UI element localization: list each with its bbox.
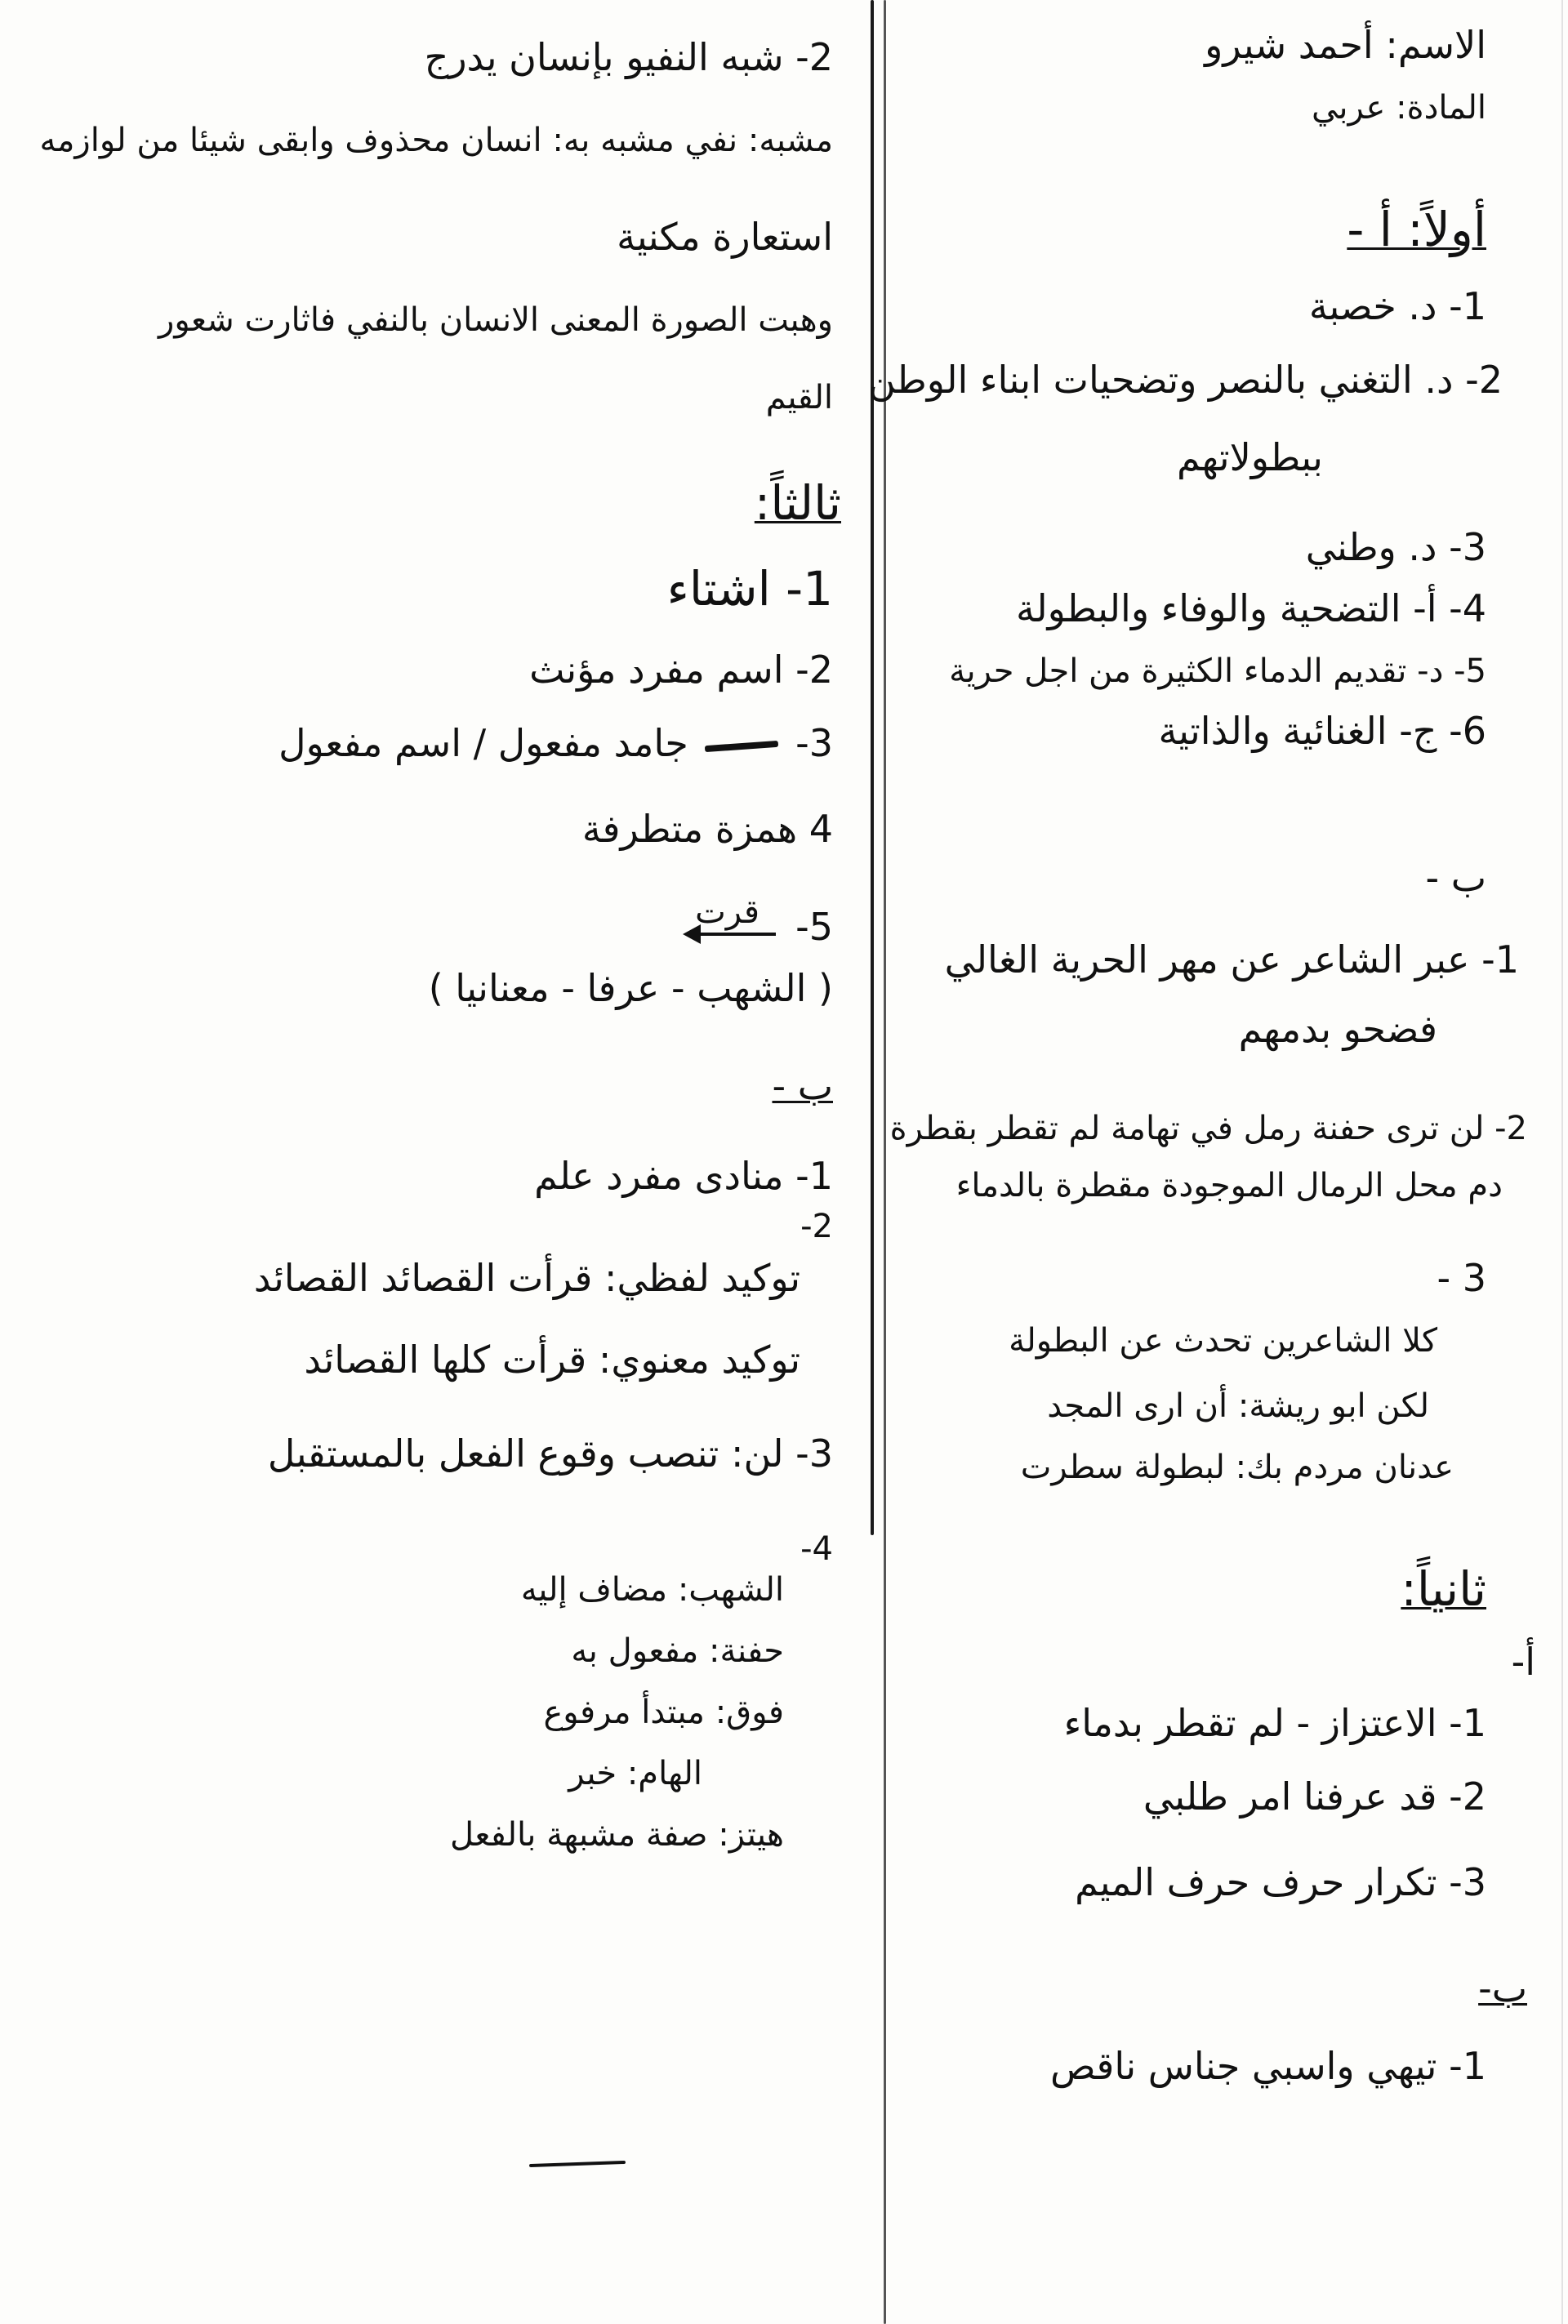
section-three-part-b-answer-2-number: 2- xyxy=(800,1208,833,1245)
section-one-heading: أولاً: أ - xyxy=(1347,202,1486,257)
section-two-answer-2: 2- قد عرفنا امر طلبي xyxy=(1143,1774,1486,1819)
answer-6: 6- ج- الغنائية والذاتية xyxy=(1158,709,1486,753)
section-two-answer-1: 1- الاعتزاز - لم تقطر بدماء xyxy=(1063,1701,1486,1745)
answer-5: 5- د- تقديم الدماء الكثيرة من اجل حرية xyxy=(949,652,1486,690)
section-three-answer-4: 4 همزة متطرفة xyxy=(581,807,833,851)
left-simile-parts: مشبه: نفي مشبه به: انسان محذوف وابقى شيئا من لوازمه xyxy=(39,122,833,159)
section-two-heading: ثانياً: xyxy=(1401,1561,1486,1617)
parsing-line-3: فوق: مبتدأ مرفوع xyxy=(543,1694,784,1731)
parsing-line-4: الهام: خبر xyxy=(568,1755,702,1792)
section-two-answer-3: 3- تكرار حرف حرف الميم xyxy=(1075,1860,1486,1904)
left-metaphor-type: استعارة مكنية xyxy=(617,215,833,259)
part-b-answer-3-line-2: لكن ابو ريشة: أن ارى المجد xyxy=(1047,1387,1429,1425)
section-three-answer-5-number: 5- xyxy=(795,905,833,949)
section-two-part-a-label: أ- xyxy=(1511,1640,1535,1684)
part-b-answer-1: 1- عبر الشاعر عن مهر الحرية الغالي xyxy=(944,937,1519,982)
semantic-emphasis-answer: توكيد معنوي: قرأت كلها القصائد xyxy=(304,1338,800,1382)
part-b-answer-3-line-1: كلا الشاعرين تحدث عن البطولة xyxy=(1009,1322,1437,1360)
answer-2: 2- د. التغني بالنصر وتضحيات ابناء الوطن xyxy=(868,358,1503,402)
page-edge-line xyxy=(1561,0,1563,2324)
parsing-line-1: الشهب: مضاف إليه xyxy=(520,1571,784,1609)
parsing-line-2: حفنة: مفعول به xyxy=(571,1632,784,1670)
section-two-part-b-label: ب- xyxy=(1478,1966,1527,2010)
column-divider-thick xyxy=(871,0,874,1535)
left-image-explanation-continued: القيم xyxy=(765,379,833,416)
part-b-answer-2: 2- لن ترى حفنة رمل في تهامة لم تقطر بقطرة xyxy=(889,1110,1527,1147)
answer-4: 4- أ- التضحية والوفاء والبطولة xyxy=(1015,586,1486,630)
part-b-label: ب - xyxy=(1425,856,1486,900)
section-three-part-b-answer-1: 1- منادى مفرد علم xyxy=(534,1154,833,1198)
end-of-answers-dash xyxy=(529,2161,626,2167)
section-three-answer-5-word: قرت xyxy=(695,893,760,931)
subject-label: المادة: عربي xyxy=(1312,89,1486,127)
left-answer-2: 2- شبه النفيو بإنسان يدرج xyxy=(424,35,833,79)
crossed-out-word xyxy=(705,740,778,751)
left-image-explanation: وهبت الصورة المعنى الانسان بالنفي فاثارت شعور xyxy=(158,301,833,339)
arrow-left-icon xyxy=(686,933,776,936)
section-three-answer-3-number: 3- xyxy=(795,721,833,765)
section-three-answer-3 xyxy=(278,723,833,764)
answer-1: 1- د. خصبة xyxy=(1308,284,1486,328)
answer-3: 3- د. وطني xyxy=(1305,525,1486,569)
section-three-answer-1: 1- اشتاء xyxy=(666,561,833,617)
part-b-answer-1-continued: فضحو بدمهم xyxy=(1238,1007,1437,1051)
student-name: الاسم: أحمد شيرو xyxy=(1205,23,1486,67)
section-three-heading: ثالثاً: xyxy=(754,475,841,531)
column-divider xyxy=(884,0,886,2324)
section-three-answer-5-list: ( الشهب - عرفا - معنانيا ) xyxy=(428,966,833,1010)
section-three-answer-3-text: جامد مفعول / اسم مفعول xyxy=(278,721,688,765)
section-three-part-b-answer-4-number: 4- xyxy=(800,1530,833,1568)
right-column xyxy=(868,0,1552,2324)
section-three-answer-2: 2- اسم مفرد مؤنث xyxy=(529,648,833,692)
section-two-part-b-answer-1: 1- تيهي واسبي جناس ناقص xyxy=(1049,2044,1486,2088)
part-b-answer-3-label: 3 - xyxy=(1437,1256,1486,1300)
verbal-emphasis-answer: توكيد لفظي: قرأت القصائد القصائد xyxy=(253,1256,800,1300)
part-b-answer-3-line-3: عدنان مردم بك: لبطولة سطرت xyxy=(1020,1449,1454,1486)
parsing-line-5: هيتز: صفة مشبهة بالفعل xyxy=(450,1816,784,1854)
part-b-answer-2-continued: دم محل الرمال الموجودة مقطرة بالدماء xyxy=(956,1167,1503,1204)
section-three-part-b-label: ب - xyxy=(772,1064,833,1108)
section-three-part-b-answer-3: 3- لن: تنصب وقوع الفعل بالمستقبل xyxy=(267,1431,833,1476)
answer-2-continued: ببطولاتهم xyxy=(1176,435,1323,479)
